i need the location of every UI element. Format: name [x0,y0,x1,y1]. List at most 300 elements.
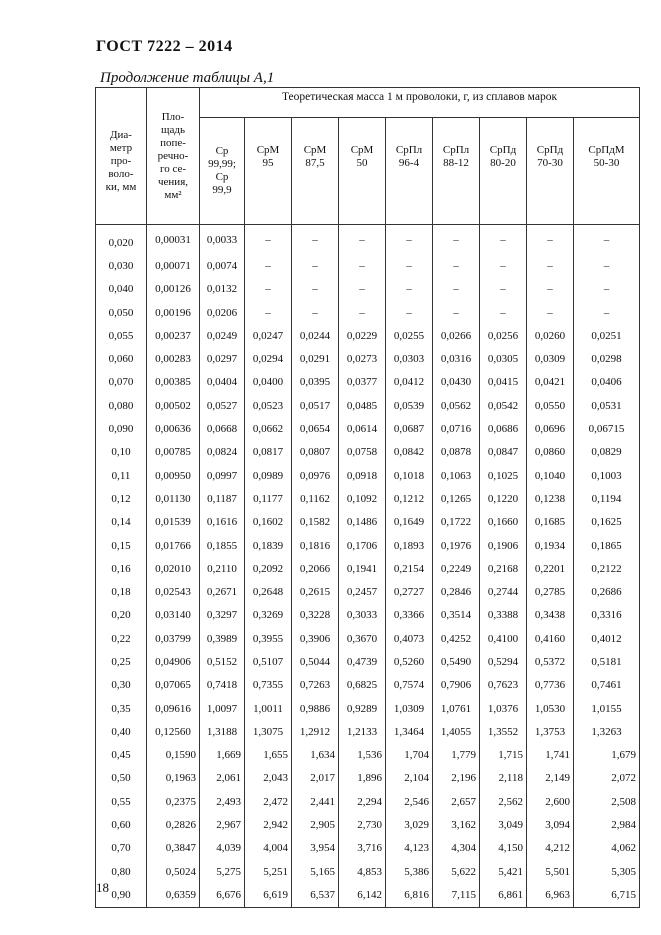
cell-mass: 0,2168 [480,557,527,580]
cell-mass: 0,0517 [292,394,339,417]
cell-mass: 5,275 [200,860,245,883]
cell-mass: 0,3388 [480,604,527,627]
cell-mass: 0,3269 [245,604,292,627]
table-row [96,324,640,347]
cell-mass: – [527,254,574,277]
table-row [96,697,640,720]
cell-mass: – [386,254,433,277]
table-row [96,720,640,743]
cell-mass: 2,104 [386,767,433,790]
cell-mass: 0,0523 [245,394,292,417]
cell-mass: 2,061 [200,767,245,790]
cell-area: 0,00502 [147,394,200,417]
cell-mass: 0,1063 [433,464,480,487]
cell-mass: – [433,278,480,301]
header-alloy: СрПдМ 50-30 [574,118,640,225]
table-row [96,604,640,627]
cell-mass: 0,1212 [386,487,433,510]
cell-mass: – [339,254,386,277]
cell-mass: 0,0256 [480,324,527,347]
cell-mass: 0,2615 [292,580,339,603]
cell-mass: 0,0294 [245,347,292,370]
cell-area: 0,00636 [147,417,200,440]
cell-diameter: 0,60 [96,813,147,836]
cell-mass: 0,0878 [433,441,480,464]
cell-mass: 0,1855 [200,534,245,557]
cell-diameter: 0,35 [96,697,147,720]
cell-mass: 0,5260 [386,650,433,673]
cell-diameter: 0,20 [96,604,147,627]
cell-mass: 1,3552 [480,720,527,743]
cell-mass: – [527,225,574,255]
cell-mass: 0,3228 [292,604,339,627]
cell-mass: 0,0542 [480,394,527,417]
header-alloy: Ср 99,99; Ср 99,9 [200,118,245,225]
cell-mass: 2,600 [527,790,574,813]
cell-mass: 4,304 [433,837,480,860]
cell-mass: 0,1040 [527,464,574,487]
cell-mass: 0,0244 [292,324,339,347]
cell-mass: – [245,254,292,277]
cell-area: 0,01130 [147,487,200,510]
cell-mass: 3,094 [527,813,574,836]
cell-mass: 0,0074 [200,254,245,277]
cell-mass: 1,2133 [339,720,386,743]
cell-mass: – [480,254,527,277]
document-code: ГОСТ 7222 – 2014 [96,38,233,55]
table-row [96,394,640,417]
cell-mass: 1,655 [245,744,292,767]
cell-mass: 1,704 [386,744,433,767]
cell-mass: 0,0817 [245,441,292,464]
table-row [96,557,640,580]
cell-mass: 0,0260 [527,324,574,347]
cell-mass: 6,816 [386,883,433,907]
cell-mass: 0,4012 [574,627,640,650]
cell-mass: 4,039 [200,837,245,860]
cell-diameter: 0,40 [96,720,147,743]
cell-mass: 1,634 [292,744,339,767]
cell-mass: 1,715 [480,744,527,767]
cell-mass: – [386,301,433,324]
cell-mass: 0,2249 [433,557,480,580]
cell-mass: 0,0400 [245,371,292,394]
cell-mass: 0,0976 [292,464,339,487]
cell-area: 0,1963 [147,767,200,790]
cell-mass: 5,501 [527,860,574,883]
cell-mass: 1,779 [433,744,480,767]
cell-mass: – [527,301,574,324]
table-row [96,650,640,673]
cell-area: 0,5024 [147,860,200,883]
cell-mass: – [339,225,386,255]
cell-mass: 0,7574 [386,674,433,697]
cell-mass: 2,118 [480,767,527,790]
cell-mass: – [292,301,339,324]
cell-mass: 0,0614 [339,417,386,440]
cell-mass: 0,2744 [480,580,527,603]
cell-mass: 0,9289 [339,697,386,720]
cell-mass: 0,3906 [292,627,339,650]
cell-area: 0,00196 [147,301,200,324]
cell-area: 0,00950 [147,464,200,487]
cell-mass: 0,1839 [245,534,292,557]
cell-diameter: 0,70 [96,837,147,860]
cell-mass: 0,4160 [527,627,574,650]
cell-mass: 0,2727 [386,580,433,603]
cell-mass: 0,0918 [339,464,386,487]
cell-mass: 4,150 [480,837,527,860]
header-alloy-group: Теоретическая масса 1 м проволоки, г, из сплавов марок [200,88,640,118]
cell-mass: 0,1092 [339,487,386,510]
cell-area: 0,1590 [147,744,200,767]
cell-mass: 0,1625 [574,511,640,534]
cell-mass: 0,2671 [200,580,245,603]
cell-mass: 1,3464 [386,720,433,743]
cell-mass: 1,4055 [433,720,480,743]
cell-mass: 0,0206 [200,301,245,324]
cell-mass: 0,0255 [386,324,433,347]
cell-mass: 2,294 [339,790,386,813]
cell-mass: 0,1941 [339,557,386,580]
cell-area: 0,00385 [147,371,200,394]
cell-mass: 2,657 [433,790,480,813]
cell-mass: 1,3263 [574,720,640,743]
cell-mass: 0,0989 [245,464,292,487]
cell-mass: 4,123 [386,837,433,860]
cell-mass: 0,4739 [339,650,386,673]
cell-mass: 0,0539 [386,394,433,417]
cell-mass: 0,3033 [339,604,386,627]
cell-diameter: 0,15 [96,534,147,557]
cell-mass: 0,06715 [574,417,640,440]
cell-area: 0,2375 [147,790,200,813]
cell-mass: 0,0686 [480,417,527,440]
table-row [96,417,640,440]
cell-mass: – [292,225,339,255]
header-diameter: Диа- метр про- воло- ки, мм [96,88,147,225]
cell-mass: 0,3438 [527,604,574,627]
cell-mass: – [433,225,480,255]
cell-mass: – [339,301,386,324]
cell-mass: 2,196 [433,767,480,790]
cell-mass: 2,905 [292,813,339,836]
cell-mass: 0,1602 [245,511,292,534]
cell-mass: 2,508 [574,790,640,813]
header-alloy: СрПл 88-12 [433,118,480,225]
cell-mass: 5,165 [292,860,339,883]
cell-diameter: 0,45 [96,744,147,767]
cell-mass: 0,1865 [574,534,640,557]
cell-mass: – [480,301,527,324]
cell-mass: 1,679 [574,744,640,767]
table-row [96,627,640,650]
cell-mass: 6,715 [574,883,640,907]
cell-mass: 0,2154 [386,557,433,580]
cell-area: 0,00785 [147,441,200,464]
cell-diameter: 0,50 [96,767,147,790]
cell-mass: 0,1194 [574,487,640,510]
cell-mass: 0,0807 [292,441,339,464]
cell-diameter: 0,080 [96,394,147,417]
cell-diameter: 0,070 [96,371,147,394]
cell-diameter: 0,25 [96,650,147,673]
cell-mass: 6,861 [480,883,527,907]
cell-mass: 0,7906 [433,674,480,697]
cell-mass: – [574,301,640,324]
cell-mass: 0,2122 [574,557,640,580]
cell-mass: 2,441 [292,790,339,813]
cell-mass: 0,0696 [527,417,574,440]
cell-area: 0,00126 [147,278,200,301]
cell-mass: 0,0842 [386,441,433,464]
cell-mass: 0,0824 [200,441,245,464]
cell-mass: 0,3955 [245,627,292,650]
cell-mass: 0,2457 [339,580,386,603]
header-area: Пло- щадь попе- речно- го се- чения, мм² [147,88,200,225]
cell-mass: 0,0687 [386,417,433,440]
cell-area: 0,02543 [147,580,200,603]
cell-mass: 0,1177 [245,487,292,510]
cell-mass: 3,029 [386,813,433,836]
cell-mass: 4,004 [245,837,292,860]
cell-mass: 0,1816 [292,534,339,557]
table-row [96,767,640,790]
table-row [96,744,640,767]
cell-mass: 0,0485 [339,394,386,417]
cell-mass: 3,716 [339,837,386,860]
cell-mass: 0,1220 [480,487,527,510]
cell-mass: 0,0298 [574,347,640,370]
cell-mass: 0,6825 [339,674,386,697]
cell-mass: 0,0303 [386,347,433,370]
cell-mass: 0,1649 [386,511,433,534]
cell-mass: 0,7461 [574,674,640,697]
cell-mass: 0,0847 [480,441,527,464]
cell-mass: – [433,301,480,324]
cell-mass: 0,0421 [527,371,574,394]
cell-mass: 0,0654 [292,417,339,440]
wire-mass-table [95,87,640,908]
cell-mass: 5,622 [433,860,480,883]
cell-mass: 0,0668 [200,417,245,440]
table-row [96,301,640,324]
cell-mass: 2,493 [200,790,245,813]
cell-mass: – [480,278,527,301]
cell-mass: 0,2110 [200,557,245,580]
cell-mass: 0,3670 [339,627,386,650]
cell-area: 0,3847 [147,837,200,860]
cell-mass: 5,421 [480,860,527,883]
cell-mass: 0,1003 [574,464,640,487]
cell-area: 0,09616 [147,697,200,720]
page-number: 18 [96,880,109,895]
cell-mass: – [433,254,480,277]
cell-mass: – [480,225,527,255]
cell-mass: 2,149 [527,767,574,790]
cell-mass: 0,3989 [200,627,245,650]
cell-mass: 1,3753 [527,720,574,743]
cell-mass: 2,072 [574,767,640,790]
table-row [96,813,640,836]
cell-mass: 0,1976 [433,534,480,557]
cell-mass: 4,062 [574,837,640,860]
cell-mass: 2,984 [574,813,640,836]
cell-mass: 0,5294 [480,650,527,673]
cell-diameter: 0,30 [96,674,147,697]
cell-mass: 5,251 [245,860,292,883]
cell-mass: 6,676 [200,883,245,907]
cell-area: 0,00071 [147,254,200,277]
cell-diameter: 0,80 [96,860,147,883]
cell-mass: 0,0273 [339,347,386,370]
cell-mass: 0,0531 [574,394,640,417]
cell-mass: 0,3366 [386,604,433,627]
cell-mass: 0,0229 [339,324,386,347]
cell-mass: 0,7623 [480,674,527,697]
cell-mass: – [527,278,574,301]
cell-mass: – [386,225,433,255]
cell-mass: 2,043 [245,767,292,790]
cell-mass: 7,115 [433,883,480,907]
cell-mass: – [386,278,433,301]
cell-diameter: 0,050 [96,301,147,324]
header-alloy: СрМ 50 [339,118,386,225]
cell-mass: 1,0309 [386,697,433,720]
cell-area: 0,02010 [147,557,200,580]
cell-mass: 0,0550 [527,394,574,417]
cell-mass: 0,5107 [245,650,292,673]
cell-mass: 0,2785 [527,580,574,603]
cell-mass: 1,741 [527,744,574,767]
cell-mass: 2,472 [245,790,292,813]
cell-mass: 0,2066 [292,557,339,580]
table-row [96,883,640,907]
cell-mass: 5,386 [386,860,433,883]
cell-diameter: 0,18 [96,580,147,603]
cell-diameter: 0,16 [96,557,147,580]
header-alloy: СрМ 87,5 [292,118,339,225]
cell-mass: 0,5044 [292,650,339,673]
cell-mass: 0,4073 [386,627,433,650]
cell-area: 0,04906 [147,650,200,673]
cell-area: 0,6359 [147,883,200,907]
cell-mass: 3,954 [292,837,339,860]
cell-mass: 0,0316 [433,347,480,370]
cell-mass: 1,896 [339,767,386,790]
cell-area: 0,03799 [147,627,200,650]
cell-mass: 0,2201 [527,557,574,580]
cell-mass: 0,9886 [292,697,339,720]
cell-mass: – [245,301,292,324]
cell-mass: 1,0097 [200,697,245,720]
cell-area: 0,12560 [147,720,200,743]
table-row [96,674,640,697]
cell-diameter: 0,90 [96,883,147,907]
cell-mass: 1,0761 [433,697,480,720]
cell-diameter: 0,040 [96,278,147,301]
cell-mass: 0,0415 [480,371,527,394]
cell-mass: 0,0562 [433,394,480,417]
cell-diameter: 0,020 [96,225,147,255]
cell-mass: 6,537 [292,883,339,907]
cell-mass: 0,1722 [433,511,480,534]
cell-mass: 0,1018 [386,464,433,487]
cell-mass: 0,0247 [245,324,292,347]
cell-diameter: 0,22 [96,627,147,650]
cell-mass: 6,142 [339,883,386,907]
table-row [96,534,640,557]
cell-area: 0,00237 [147,324,200,347]
cell-mass: 0,0527 [200,394,245,417]
cell-mass: 0,5372 [527,650,574,673]
cell-mass: 2,942 [245,813,292,836]
cell-mass: 0,1660 [480,511,527,534]
cell-mass: 2,562 [480,790,527,813]
header-alloy: СрПл 96-4 [386,118,433,225]
cell-mass: 0,0997 [200,464,245,487]
cell-mass: 0,1162 [292,487,339,510]
header-alloy: СрМ 95 [245,118,292,225]
cell-mass: 2,546 [386,790,433,813]
cell-mass: 0,0860 [527,441,574,464]
table-row [96,511,640,534]
cell-mass: 0,7355 [245,674,292,697]
cell-diameter: 0,10 [96,441,147,464]
cell-diameter: 0,12 [96,487,147,510]
table-row [96,254,640,277]
cell-mass: 0,0662 [245,417,292,440]
cell-mass: 1,3075 [245,720,292,743]
cell-mass: 0,0412 [386,371,433,394]
cell-diameter: 0,030 [96,254,147,277]
cell-mass: 0,0309 [527,347,574,370]
cell-mass: 0,7736 [527,674,574,697]
cell-mass: 1,669 [200,744,245,767]
cell-mass: 0,0132 [200,278,245,301]
cell-mass: 1,0530 [527,697,574,720]
cell-diameter: 0,55 [96,790,147,813]
cell-mass: – [292,278,339,301]
cell-mass: 0,5181 [574,650,640,673]
cell-mass: 0,2092 [245,557,292,580]
table-row [96,837,640,860]
cell-mass: 1,536 [339,744,386,767]
cell-mass: 0,0291 [292,347,339,370]
cell-area: 0,07065 [147,674,200,697]
cell-mass: – [292,254,339,277]
cell-mass: 0,1582 [292,511,339,534]
cell-mass: 0,0406 [574,371,640,394]
cell-area: 0,01766 [147,534,200,557]
table-row [96,371,640,394]
cell-mass: 5,305 [574,860,640,883]
cell-mass: 6,619 [245,883,292,907]
cell-area: 0,00283 [147,347,200,370]
cell-mass: 3,162 [433,813,480,836]
cell-mass: 0,1706 [339,534,386,557]
cell-mass: 0,5490 [433,650,480,673]
cell-diameter: 0,090 [96,417,147,440]
cell-area: 0,03140 [147,604,200,627]
cell-mass: 4,853 [339,860,386,883]
cell-mass: 0,1238 [527,487,574,510]
cell-mass: 0,1616 [200,511,245,534]
cell-mass: 1,3188 [200,720,245,743]
table-row [96,790,640,813]
cell-mass: 0,3514 [433,604,480,627]
cell-mass: 3,049 [480,813,527,836]
